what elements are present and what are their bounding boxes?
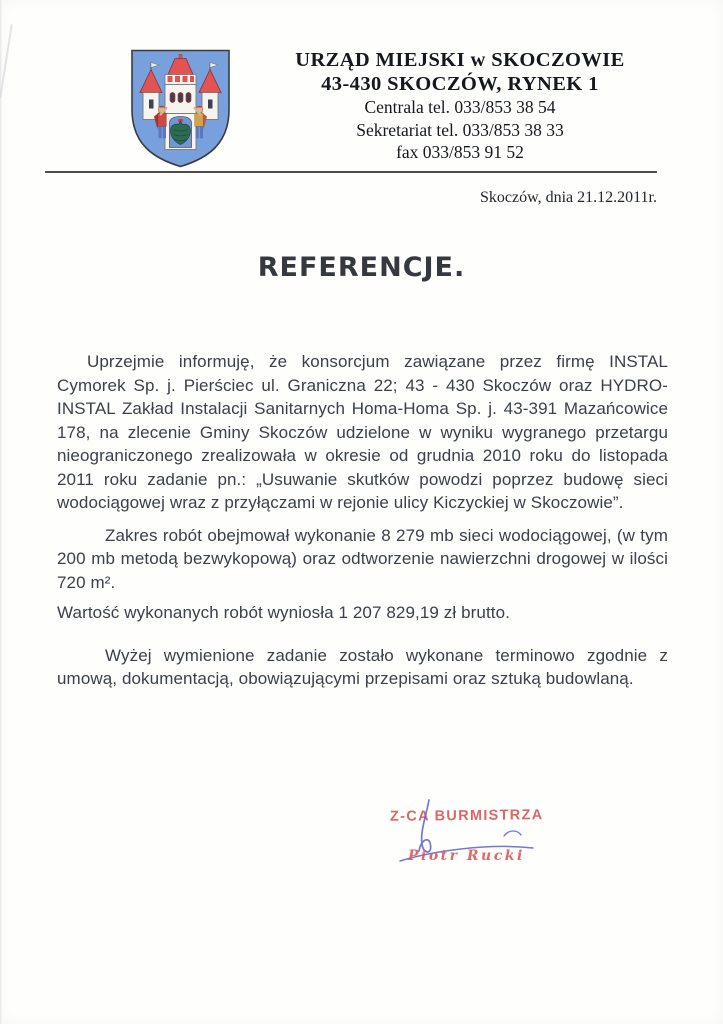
phone-secretariat: Sekretariat tel. 033/853 38 33 [356, 119, 564, 140]
letter-body [57, 350, 668, 700]
paragraph-value: Wartość wykonanych robót wyniosła 1 207 829,19 zł brutto. [57, 603, 510, 622]
letterhead [240, 48, 680, 164]
signature-block [388, 798, 573, 890]
office-name: URZĄD MIEJSKI w SKOCZOWIE [295, 49, 625, 71]
handwritten-signature [388, 798, 563, 883]
name-stamp: Piotr Rucki [408, 848, 525, 864]
paragraph-consortium: Uprzejmie informuję, że konsorcjum zawiązane przez firmę INSTAL Cymorek Sp. j. Pierściec ul. Graniczna 22; 43 - 430 Skoczów oraz HYDRO-INSTAL Zakład Instalacji Sanitarnych Homa-Homa Sp. j. 43-391 Mazańcowice 178, na zlecenie Gminy Skoczów udzielone w wyniku wygranego przetargu nieograniczonego zrealizowała w okresie od grudnia 2010 roku do listopada 2011 roku zadanie pn.: „Usuwanie skutków powodzi poprzez budowę sieci wodociągowej wraz z przyłączami w rejonie ulicy Kiczyckiej w Skoczowie”. [57, 352, 668, 512]
office-address: 43-430 SKOCZÓW, RYNEK 1 [321, 73, 599, 95]
date-line: Skoczów, dnia 21.12.2011r. [479, 189, 657, 206]
paragraph-completion: Wyżej wymienione zadanie zostało wykonane terminowo zgodnie z umową, dokumentacją, obowiązującymi przepisami oraz sztuką budowlaną. [57, 645, 668, 688]
document-title: REFERENCJE. [257, 252, 466, 283]
paragraph-scope: Zakres robót obejmował wykonanie 8 279 mb sieci wodociągowej, (w tym 200 mb metodą bezwykopową) oraz odtworzenie nawierzchni drogowej w ilości 720 m². [57, 525, 668, 592]
skoczow-coat-of-arms-icon [128, 47, 233, 170]
scan-edge-artifact [0, 0, 2, 1024]
fax-number: fax 033/853 91 52 [396, 142, 524, 162]
phone-central: Centrala tel. 033/853 38 54 [364, 97, 556, 117]
header-divider [45, 171, 657, 173]
role-stamp: Z-CA BURMISTRZA [389, 807, 544, 825]
